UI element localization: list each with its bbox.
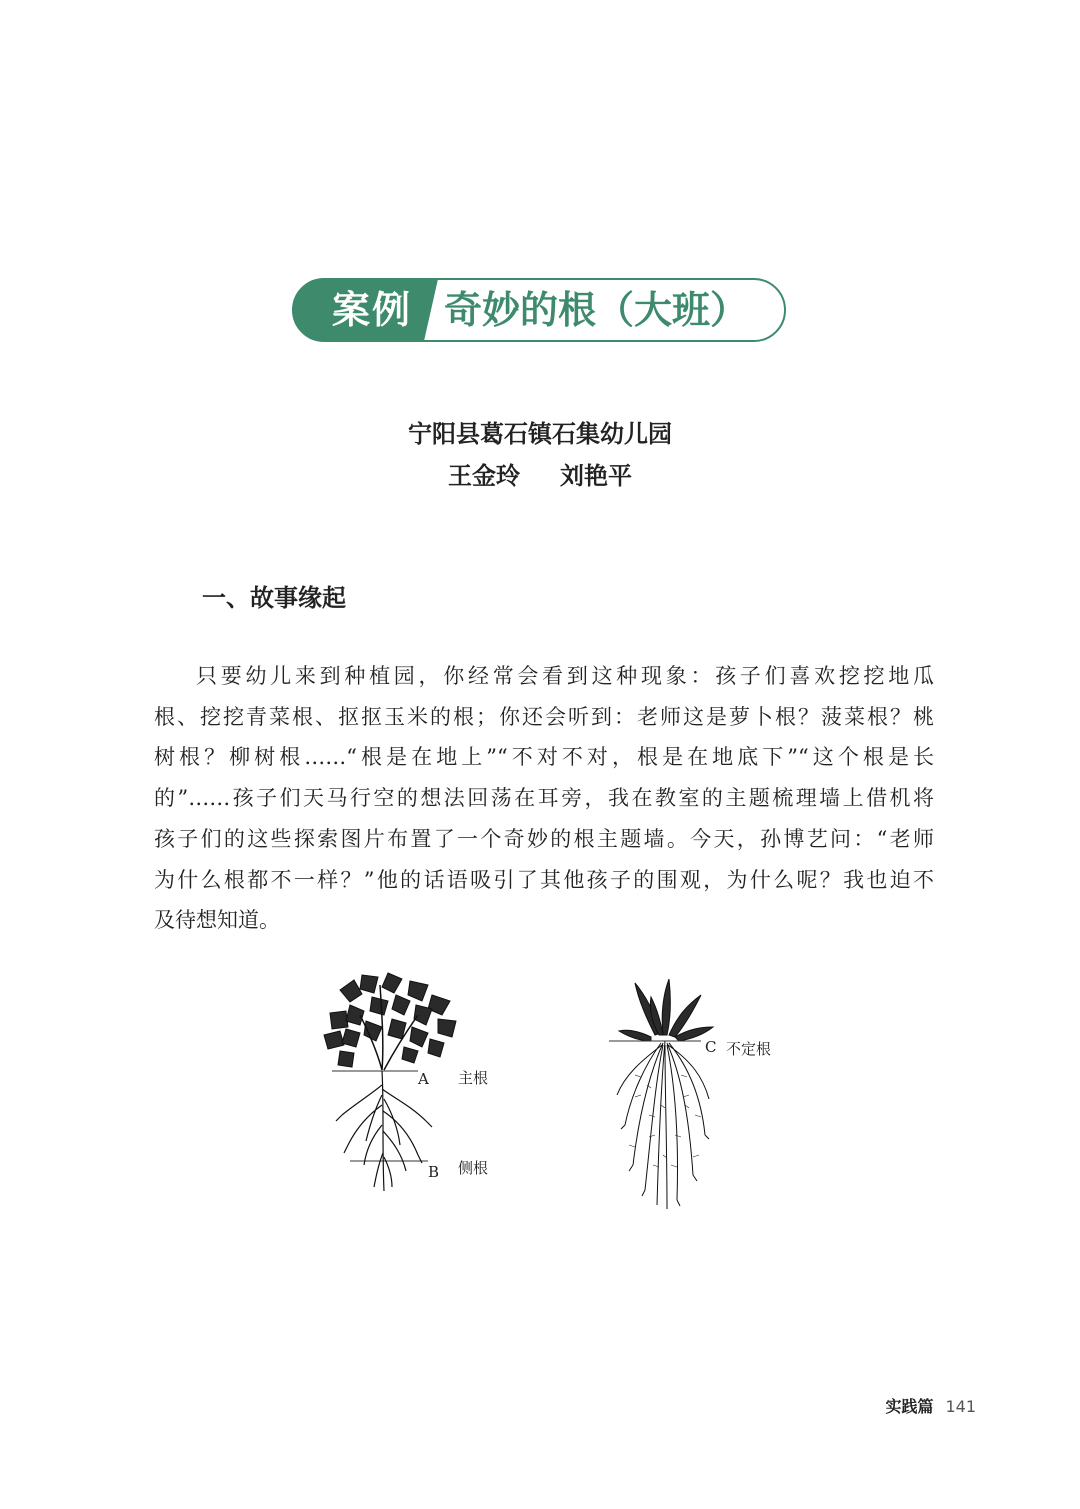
page-number: 141 bbox=[945, 1397, 976, 1416]
adventitious-root-plant-illustration bbox=[605, 965, 745, 1215]
organization: 宁阳县葛石镇石集幼儿园 bbox=[408, 420, 672, 448]
case-tag: 案例 bbox=[332, 287, 413, 332]
paragraph-line: 孩子们的这些探索图片布置了一个奇妙的根主题墙。今天，孙博艺问：“老师 bbox=[154, 826, 934, 851]
label-b: B bbox=[428, 1163, 440, 1181]
section-heading: 一、故事缘起 bbox=[202, 584, 346, 612]
paragraph-line: 为什么根都不一样？”他的话语吸引了其他孩子的围观，为什么呢？我也迫不 bbox=[154, 867, 934, 892]
label-adventitious-root: 不定根 bbox=[726, 1040, 772, 1058]
paragraph-line: 的”……孩子们天马行空的想法回荡在耳旁，我在教室的主题梳理墙上借机将 bbox=[154, 786, 934, 811]
footer-section-name: 实践篇 bbox=[885, 1397, 934, 1416]
author-2: 刘艳平 bbox=[560, 462, 632, 490]
label-lateral-root: 侧根 bbox=[458, 1159, 489, 1177]
body-paragraph bbox=[154, 656, 934, 941]
label-taproot: 主根 bbox=[458, 1069, 489, 1087]
paragraph-line: 只要幼儿来到种植园，你经常会看到这种现象：孩子们喜欢挖挖地瓜 bbox=[196, 664, 934, 688]
root-types-figure bbox=[300, 965, 800, 1215]
label-c: C bbox=[705, 1038, 717, 1056]
label-a: A bbox=[418, 1070, 429, 1088]
author-1: 王金玲 bbox=[448, 462, 520, 490]
page-footer bbox=[885, 1394, 976, 1417]
authors bbox=[0, 456, 1080, 491]
paragraph-line: 及待想知道。 bbox=[154, 908, 280, 933]
case-title-banner bbox=[292, 278, 786, 342]
paragraph-line: 根、挖挖青菜根、抠抠玉米的根；你还会听到：老师这是萝卜根？菠菜根？桃 bbox=[154, 704, 934, 729]
paragraph-line: 树根？柳树根……“根是在地上”“不对不对，根是在地底下”“这个根是长 bbox=[154, 745, 934, 770]
page-title: 奇妙的根（大班） bbox=[444, 287, 749, 332]
